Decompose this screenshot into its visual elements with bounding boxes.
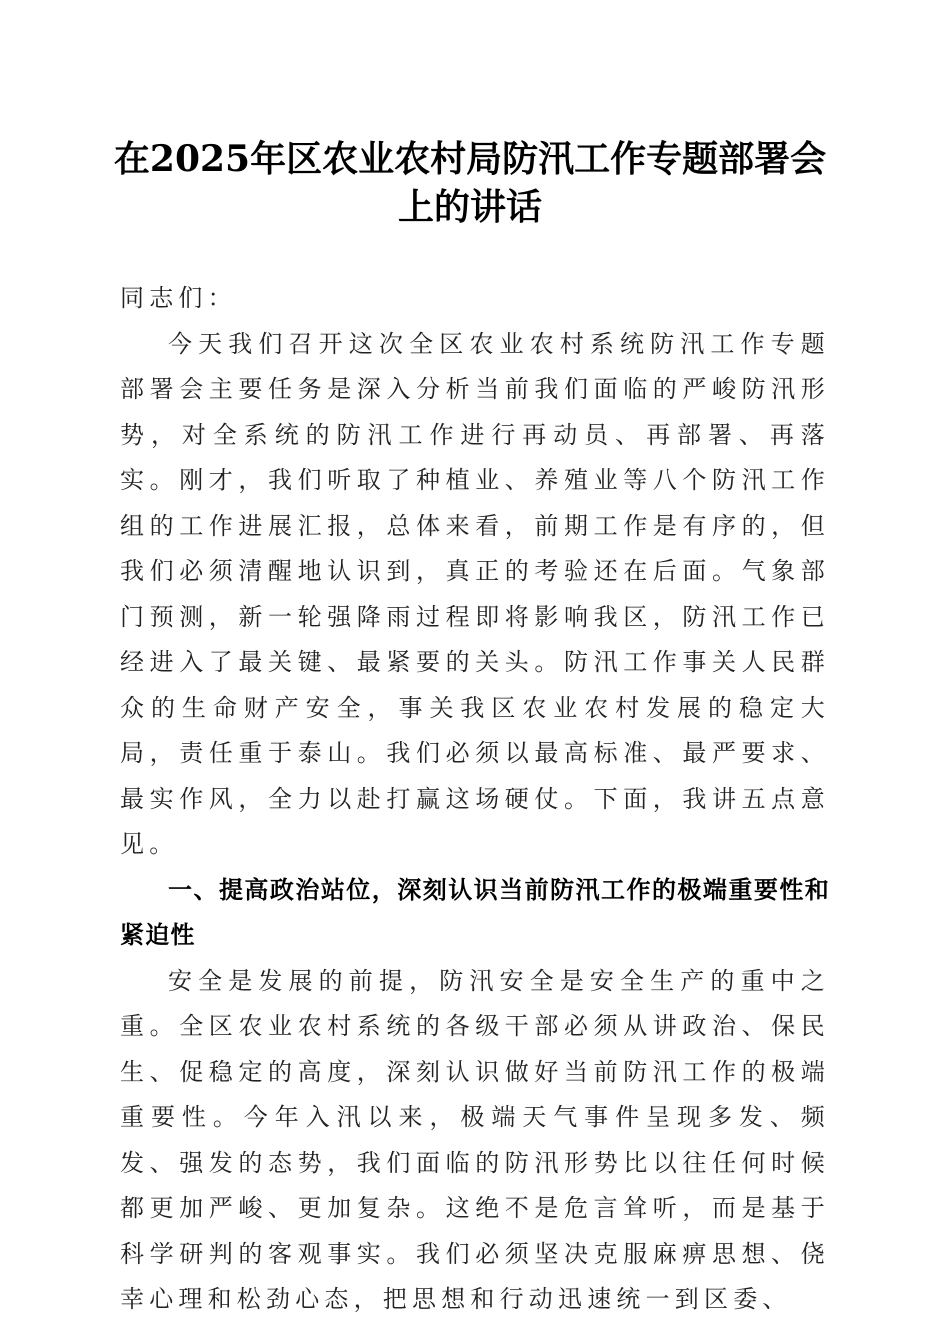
salutation: 同志们：	[120, 284, 237, 312]
section-heading: 一、提高政治站位，深刻认识当前防汛工作的极端重要性和紧迫性	[120, 875, 830, 949]
document-body	[120, 276, 830, 1323]
section-paragraph: 安全是发展的前提，防汛安全是安全生产的重中之重。全区农业农村系统的各级干部必须从讲政治、保民生、促稳定的高度，深刻认识做好当前防汛工作的极端重要性。今年入汛以来，极端天气事件呈现多发、频发、强发的态势，我们面临的防汛形势比以往任何时候都更加严峻、更加复杂。这绝不是危言耸听，而是基于科学研判的客观事实。我们必须坚决克服麻痹思想、侥幸心理和松劲心态，把思想和行动迅速统一到区委、	[120, 966, 830, 1313]
document-title: 在2025年区农业农村局防汛工作专题部署会上的讲话	[113, 138, 827, 228]
opening-paragraph: 今天我们召开这次全区农业农村系统防汛工作专题部署会主要任务是深入分析当前我们面临的严峻防汛形势，对全系统的防汛工作进行再动员、再部署、再落实。刚才，我们听取了种植业、养殖业等八个防汛工作组的工作进展汇报，总体来看，前期工作是有序的，但我们必须清醒地认识到，真正的考验还在后面。气象部门预测，新一轮强降雨过程即将影响我区，防汛工作已经进入了最关键、最紧要的关头。防汛工作事关人民群众的生命财产安全，事关我区农业农村发展的稳定大局，责任重于泰山。我们必须以最高标准、最严要求、最实作风，全力以赴打赢这场硬仗。下面，我讲五点意见。	[120, 329, 830, 858]
